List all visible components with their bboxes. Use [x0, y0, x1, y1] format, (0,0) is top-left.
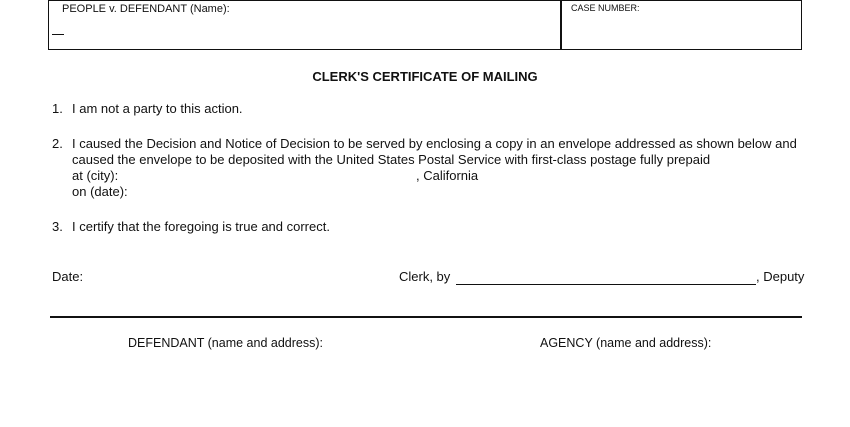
item1-number: 1. — [52, 101, 63, 116]
defendant-address-label: DEFENDANT (name and address): — [128, 336, 323, 350]
agency-address-label: AGENCY (name and address): — [540, 336, 712, 350]
item2-number: 2. — [52, 136, 63, 151]
item2-line1: I caused the Decision and Notice of Decision to be served by enclosing a copy in an envelope addressed as shown below and — [72, 136, 797, 151]
agency-address-field[interactable] — [440, 354, 800, 424]
date-on-label: on (date): — [72, 184, 128, 199]
clerk-by-label: Clerk, by — [399, 269, 451, 284]
item3-number: 3. — [52, 219, 63, 234]
form-title: CLERK'S CERTIFICATE OF MAILING — [312, 69, 538, 84]
defendant-address-field[interactable] — [52, 354, 422, 424]
case-number-field[interactable] — [564, 14, 798, 46]
mailing-date-field[interactable] — [130, 182, 415, 198]
people-defendant-label: PEOPLE v. DEFENDANT (Name): — [62, 3, 230, 15]
item1-text: I am not a party to this action. — [72, 101, 243, 116]
item3-text: I certify that the foregoing is true and correct. — [72, 219, 330, 234]
date-label: Date: — [52, 269, 84, 284]
date-field[interactable] — [90, 265, 340, 285]
case-number-label: CASE NUMBER: — [571, 3, 640, 13]
deputy-label: , Deputy — [756, 269, 805, 284]
california-text: , California — [416, 168, 479, 183]
clerk-signature-field[interactable] — [456, 266, 756, 285]
item2-line2: caused the envelope to be deposited with the United States Postal Service with first-class postage fully prepaid — [72, 152, 711, 167]
city-label: at (city): — [72, 168, 119, 183]
defendant-name-field[interactable] — [52, 16, 556, 46]
section-divider — [50, 316, 802, 318]
field-marker — [52, 34, 64, 35]
city-field[interactable] — [130, 166, 415, 182]
